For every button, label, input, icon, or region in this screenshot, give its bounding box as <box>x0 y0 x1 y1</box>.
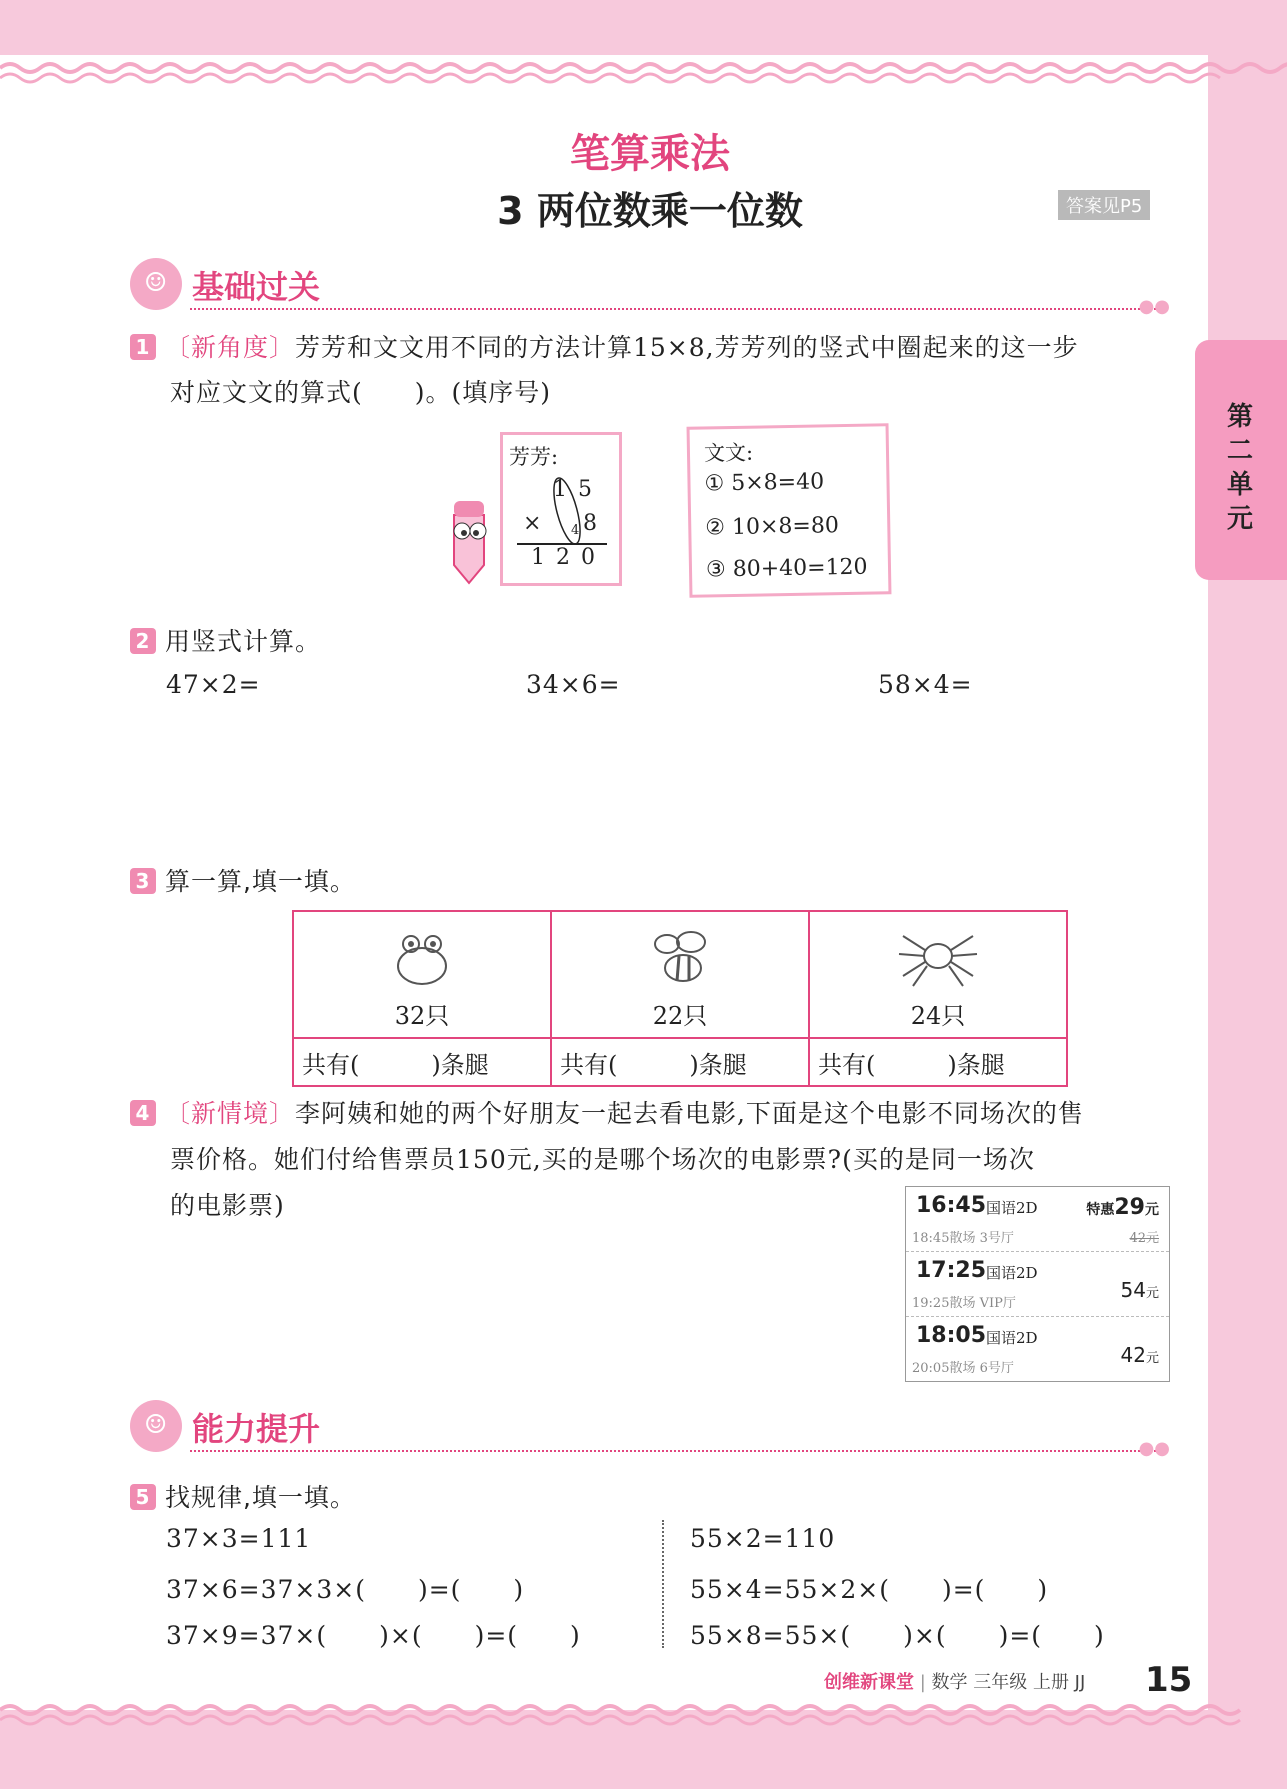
wenwen-label: 文文: <box>703 440 754 466</box>
question-number: 4 <box>130 1100 156 1126</box>
question-4-line-2: 票价格。她们付给售票员150元,买的是哪个场次的电影票?(买的是同一场次 <box>170 1145 1035 1174</box>
unit-side-tab <box>1195 340 1287 580</box>
question-tag: 〔新情境〕 <box>164 1099 295 1128</box>
question-number: 3 <box>130 868 156 894</box>
footer-info: 数学 三年级 上册 JJ <box>931 1672 1086 1693</box>
section-title-advanced: 能力提升 <box>192 1410 321 1448</box>
language: 国语2D <box>986 1199 1038 1217</box>
question-3 <box>130 862 356 898</box>
question-4-line-3: 的电影票) <box>170 1191 285 1220</box>
fangfang-row-2: 8 <box>583 511 597 536</box>
animal-legs-table <box>292 910 1068 1087</box>
page-number: 15 <box>1145 1660 1193 1700</box>
spider-icon <box>893 926 983 990</box>
showtime: 16:45 <box>916 1193 987 1218</box>
showtime: 18:05 <box>916 1323 987 1348</box>
lesson-title: 3 两位数乘一位数 <box>497 189 803 233</box>
language: 国语2D <box>986 1264 1038 1282</box>
wavy-border-top <box>0 30 1287 120</box>
question-number: 1 <box>130 334 156 360</box>
dots-decoration-icon: ●● <box>1138 1438 1170 1459</box>
footer-brand: 创维新课堂 <box>824 1672 914 1693</box>
dots-decoration-icon: ●● <box>1138 296 1170 317</box>
price: 54元 <box>1120 1278 1159 1302</box>
wenwen-step-1: ① 5×8=40 <box>704 469 825 497</box>
series-title: 笔算乘法 <box>570 131 730 177</box>
pattern-right-3: 55×8=55×( )×( )=( ) <box>690 1621 1105 1650</box>
wavy-border-bottom <box>0 1690 1287 1750</box>
schedule-row <box>906 1252 1169 1317</box>
wenwen-card <box>687 423 892 597</box>
section-header-advanced <box>130 1400 1170 1459</box>
fangfang-row-1: 1 5 <box>553 477 594 502</box>
wenwen-step-3: ③ 80+40=120 <box>705 554 868 583</box>
fangfang-multiply-sign: × <box>523 511 542 536</box>
sale-price: 特惠29元 <box>1086 1195 1159 1220</box>
bee-icon <box>645 926 715 990</box>
section-title-basic: 基础过关 <box>192 268 321 306</box>
showtime: 17:25 <box>916 1258 987 1283</box>
question-tag: 〔新角度〕 <box>164 333 295 362</box>
section-header-basic <box>130 258 1170 317</box>
question-number: 2 <box>130 628 156 654</box>
end-time-hall: 20:05散场 6号厅 <box>912 1361 1014 1376</box>
end-time-hall: 19:25散场 VIP厅 <box>912 1296 1016 1311</box>
question-1-line-2: 对应文文的算式( )。(填序号) <box>170 378 552 407</box>
fangfang-card <box>500 432 622 586</box>
frog-answer: 共有( )条腿 <box>293 1038 551 1086</box>
question-text: 芳芳和文文用不同的方法计算15×8,芳芳列的竖式中圈起来的这一步 <box>294 333 1079 362</box>
price: 42元 <box>1120 1343 1159 1367</box>
question-text: 算一算,填一填。 <box>164 867 356 896</box>
question-text: 用竖式计算。 <box>164 627 321 656</box>
spider-count: 24只 <box>910 1002 966 1030</box>
wenwen-step-2: ② 10×8=80 <box>705 513 840 541</box>
frog-icon <box>387 926 457 990</box>
unit-side-tab-label: 第二单元 <box>1226 402 1253 534</box>
column-divider <box>662 1520 664 1648</box>
schedule-row <box>906 1187 1169 1252</box>
spider-answer: 共有( )条腿 <box>809 1038 1067 1086</box>
question-text: 李阿姨和她的两个好朋友一起去看电影,下面是这个电影不同场次的售 <box>294 1099 1084 1128</box>
bee-count: 22只 <box>652 1002 708 1030</box>
fangfang-label: 芳芳: <box>509 445 559 469</box>
question-2 <box>130 622 321 658</box>
original-price: 42元 <box>1129 1231 1159 1246</box>
ticket-schedule <box>905 1186 1170 1382</box>
question-4-line-1 <box>130 1094 1084 1130</box>
pattern-right-2: 55×4=55×2×( )=( ) <box>690 1575 1049 1604</box>
pattern-right-1: 55×2=110 <box>690 1524 836 1553</box>
problem-1: 47×2= <box>166 670 261 699</box>
question-number: 5 <box>130 1484 156 1510</box>
question-1-line-1 <box>130 328 1079 364</box>
frog-count: 32只 <box>394 1002 450 1030</box>
section-divider <box>190 1450 1156 1452</box>
language: 国语2D <box>986 1329 1038 1347</box>
pattern-left-2: 37×6=37×3×( )=( ) <box>166 1575 525 1604</box>
problem-2: 34×6= <box>526 670 621 699</box>
spider-cell <box>809 911 1067 1038</box>
pattern-left-1: 37×3=111 <box>166 1524 312 1553</box>
bee-answer: 共有( )条腿 <box>551 1038 809 1086</box>
footer: 创维新课堂 | 数学 三年级 上册 JJ <box>824 1672 1086 1693</box>
pencil-mascot-icon <box>440 495 500 585</box>
end-time-hall: 18:45散场 3号厅 <box>912 1231 1014 1246</box>
frog-cell <box>293 911 551 1038</box>
answer-reference-badge: 答案见P5 <box>1058 190 1150 220</box>
problem-3: 58×4= <box>878 670 973 699</box>
fangfang-carry: 4 <box>571 523 580 538</box>
question-5 <box>130 1478 356 1514</box>
pattern-left-3: 37×9=37×( )×( )=( ) <box>166 1621 581 1650</box>
bee-cell <box>551 911 809 1038</box>
schedule-row <box>906 1317 1169 1381</box>
question-text: 找规律,填一填。 <box>164 1483 356 1512</box>
girl-avatar-icon: ☺ <box>130 258 182 310</box>
boy-avatar-icon: ☺ <box>130 1400 182 1452</box>
fangfang-result: 1 2 0 <box>531 545 597 570</box>
section-divider <box>190 308 1156 310</box>
